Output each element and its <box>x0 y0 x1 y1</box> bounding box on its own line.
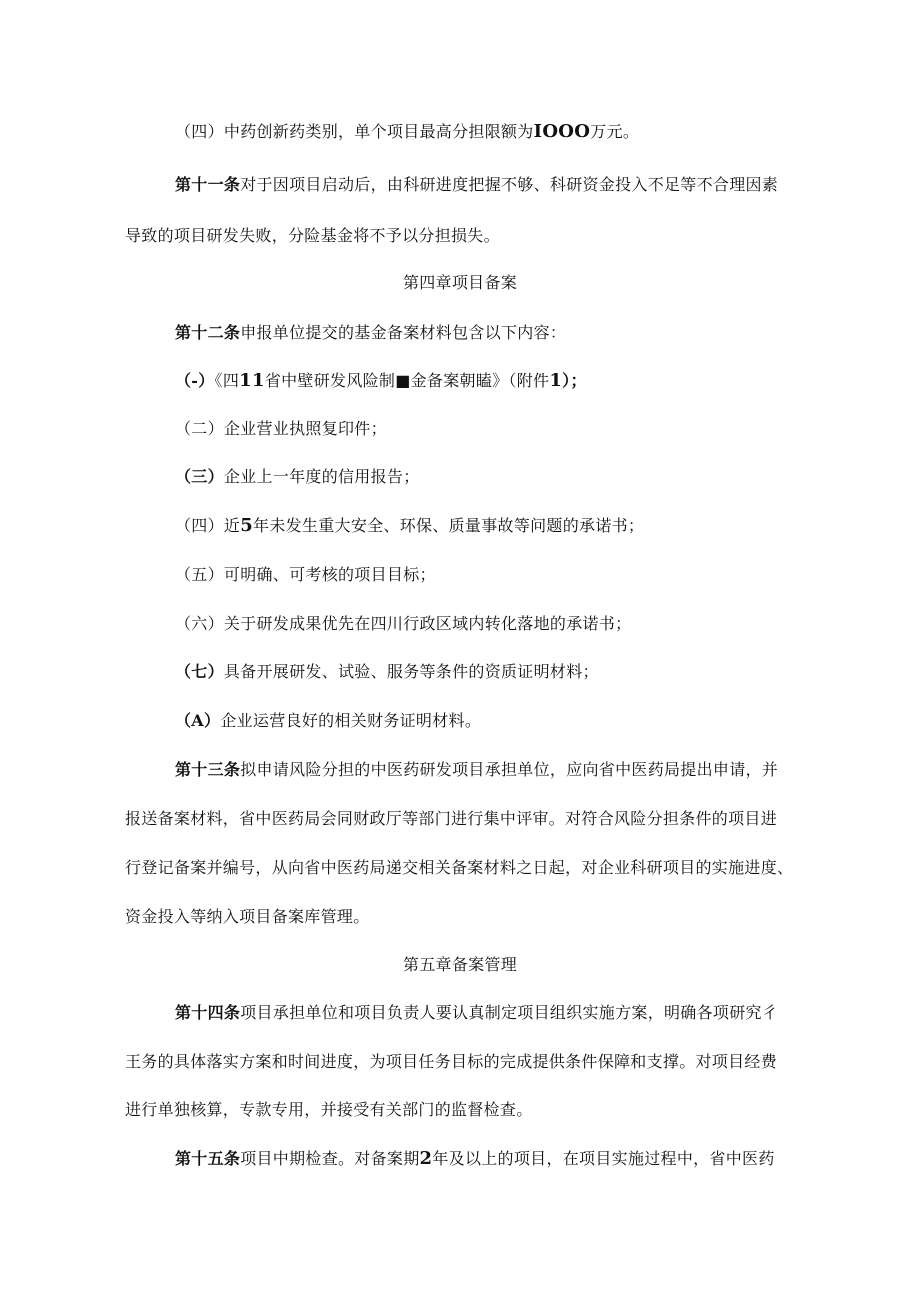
article-14-heading: 第十四条 <box>175 1003 241 1022</box>
article-15-heading: 第十五条 <box>175 1149 241 1168</box>
chapter-5-title: 第五章备案管理 <box>402 955 518 974</box>
list-item-1: （-）《四11省中壁研发风险制■金备案朝瞌》（附件1）； <box>175 370 587 391</box>
article-13-line-1: 第十三条拟申请风险分担的中医药研发项目承担单位，应向省中医药局提出申请，并 <box>175 760 779 779</box>
article-14-line-1: 第十四条项目承担单位和项目负责人要认真制定项目组织实施方案，明确各项研究彳 <box>175 1003 779 1022</box>
list-item-5: （五）可明确、可考核的项目目标； <box>175 565 436 584</box>
list-item-6: （六）关于研发成果优先在四川行政区域内转化落地的承诺书； <box>175 614 632 633</box>
list-item-2: （二）企业营业执照复印件； <box>175 419 387 438</box>
article-13-line-2: 报送备案材料，省中医药局会同财政厅等部门进行集中评审。对符合风险分担条件的项目进 <box>125 809 778 828</box>
article-11-heading: 第十一条 <box>175 175 241 194</box>
article-11-line-1: 第十一条对于因项目启动后，由科研进度把握不够、科研资金投入不足等不合理因素 <box>175 175 779 194</box>
chapter-4-title: 第四章项目备案 <box>402 273 518 292</box>
article-15-line-1: 第十五条项目中期检查。对备案期2年及以上的项目，在项目实施过程中，省中医药 <box>175 1148 775 1169</box>
article-14-line-2: 王务的具体落实方案和时间进度，为项目任务目标的完成提供条件保障和支撑。对项目经费 <box>125 1052 778 1071</box>
article-11-line-2: 导致的项目研发失败，分险基金将不予以分担损失。 <box>125 226 500 245</box>
paragraph-tcm-category: （四）中药创新药类别，单个项目最高分担限额为IOOO万元。 <box>175 121 640 142</box>
limit-amount: IOOO <box>533 121 591 142</box>
article-13-line-3: 行登记备案并编号，从向省中医药局递交相关备案材料之日起，对企业科研项目的实施进度、 <box>125 858 794 877</box>
article-14-line-3: 进行单独核算，专款专用，并接受有关部门的监督检查。 <box>125 1100 533 1119</box>
article-13-line-4: 资金投入等纳入项目备案库管理。 <box>125 907 370 926</box>
article-12-heading: 第十二条 <box>175 323 241 342</box>
list-item-8: （A）企业运营良好的相关财务证明材料。 <box>175 711 482 730</box>
list-item-7: （七）具备开展研发、试验、服务等条件的资质证明材料； <box>175 662 599 681</box>
article-12: 第十二条申报单位提交的基金备案材料包含以下内容： <box>175 323 567 342</box>
list-item-4: （四）近5年未发生重大安全、环保、质量事故等问题的承诺书； <box>175 515 645 536</box>
article-13-heading: 第十三条 <box>175 760 241 779</box>
list-item-3: （三）企业上一年度的信用报告； <box>175 467 420 486</box>
